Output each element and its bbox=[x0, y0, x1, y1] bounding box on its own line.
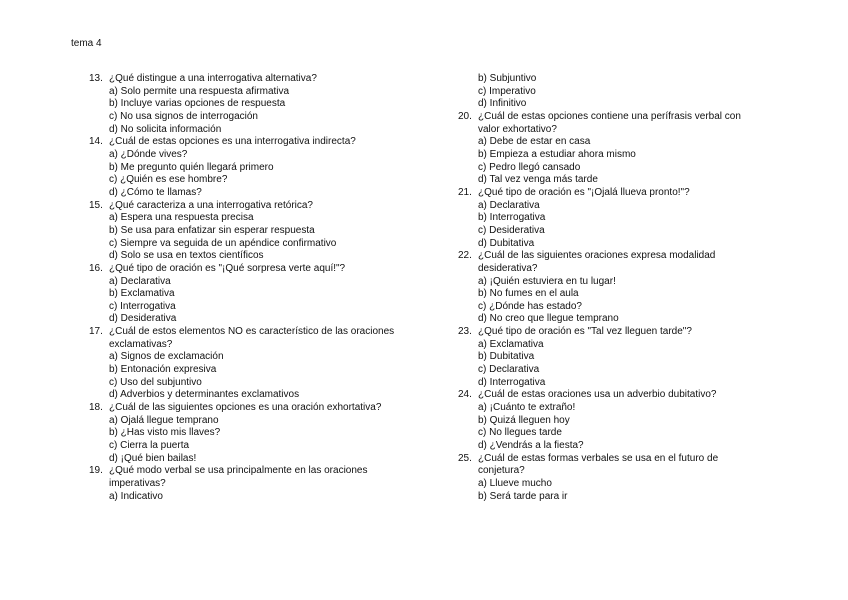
answer-option: d) ¿Vendrás a la fiesta? bbox=[478, 440, 584, 452]
question-item bbox=[89, 73, 409, 86]
left-column bbox=[89, 73, 409, 503]
answer-option: b) Entonación expresiva bbox=[109, 364, 217, 376]
answer-option: d) ¡Qué bien bailas! bbox=[109, 452, 197, 464]
answer-option: b) Empieza a estudiar ahora mismo bbox=[478, 148, 636, 160]
question-number: 19. bbox=[89, 465, 103, 477]
answer-option: d) Tal vez venga más tarde bbox=[478, 174, 598, 186]
answer-option: a) Indicativo bbox=[109, 490, 163, 502]
answer-option: c) ¿Dónde has estado? bbox=[478, 300, 582, 312]
answer-option: d) Dubitativa bbox=[478, 237, 535, 249]
answer-option: a) Solo permite una respuesta afirmativa bbox=[109, 85, 290, 97]
question-item bbox=[89, 465, 409, 490]
question-number: 24. bbox=[458, 389, 472, 401]
question-number: 17. bbox=[89, 326, 103, 338]
question-text: ¿Cuál de estas oraciones usa un adverbio dubitativo? bbox=[478, 389, 717, 401]
answer-option: a) ¡Quién estuviera en tu lugar! bbox=[478, 275, 616, 287]
answer-option: c) No llegues tarde bbox=[478, 427, 562, 439]
answer-option: d) No solicita información bbox=[109, 123, 222, 135]
answer-option: a) Espera una respuesta precisa bbox=[109, 212, 254, 224]
answer-option: d) Infinitivo bbox=[478, 98, 527, 110]
answer-option: c) Desiderativa bbox=[478, 224, 545, 236]
answer-option: a) Llueve mucho bbox=[478, 478, 552, 489]
answer-option: c) Siempre va seguida de un apéndice confirmativo bbox=[109, 237, 337, 249]
question-text: ¿Qué caracteriza a una interrogativa retórica? bbox=[109, 199, 313, 211]
question-text: ¿Cuál de estas opciones contiene una perífrasis verbal con valor exhortativo? bbox=[478, 110, 741, 135]
answer-option: a) Ojalá llegue temprano bbox=[109, 414, 219, 426]
answer-option: b) Subjuntivo bbox=[478, 73, 537, 84]
answer-option: c) ¿Quién es ese hombre? bbox=[109, 174, 228, 186]
question-number: 18. bbox=[89, 402, 103, 414]
question-item bbox=[89, 402, 409, 415]
question-item bbox=[458, 187, 758, 200]
question-text: ¿Cuál de las siguientes opciones es una oración exhortativa? bbox=[109, 402, 382, 414]
question-number: 20. bbox=[458, 110, 472, 122]
answer-option: a) ¡Cuánto te extraño! bbox=[478, 402, 576, 414]
question-item bbox=[458, 250, 758, 275]
question-text: ¿Qué tipo de oración es "¡Qué sorpresa verte aquí!"? bbox=[109, 262, 346, 274]
answer-option: c) Pedro llegó cansado bbox=[478, 161, 581, 173]
answer-option: a) ¿Dónde vives? bbox=[109, 148, 188, 160]
answer-option: b) ¿Has visto mis llaves? bbox=[109, 427, 221, 439]
question-text: ¿Qué distingue a una interrogativa alternativa? bbox=[109, 73, 317, 84]
answer-option: c) Uso del subjuntivo bbox=[109, 376, 202, 388]
answer-option: d) Solo se usa en textos científicos bbox=[109, 250, 264, 262]
question-number: 25. bbox=[458, 452, 472, 464]
answer-option: c) Declarativa bbox=[478, 364, 540, 376]
answer-option: a) Declarativa bbox=[478, 199, 540, 211]
answer-option: c) No usa signos de interrogación bbox=[109, 110, 258, 122]
answer-option: c) Interrogativa bbox=[109, 300, 176, 312]
answer-option: c) Imperativo bbox=[478, 85, 536, 97]
question-number: 14. bbox=[89, 136, 103, 148]
question-text: ¿Qué modo verbal se usa principalmente en las oraciones imperativas? bbox=[109, 465, 368, 489]
question-text: ¿Qué tipo de oración es "Tal vez lleguen tarde"? bbox=[478, 326, 692, 338]
question-item bbox=[89, 326, 409, 351]
question-text: ¿Cuál de estas opciones es una interrogativa indirecta? bbox=[109, 136, 356, 148]
answer-option: b) No fumes en el aula bbox=[478, 288, 579, 300]
answer-option: b) Me pregunto quién llegará primero bbox=[109, 161, 274, 173]
answer-option: b) Se usa para enfatizar sin esperar respuesta bbox=[109, 224, 315, 236]
question-item bbox=[458, 111, 758, 136]
document-title: tema 4 bbox=[71, 38, 102, 49]
question-item bbox=[89, 263, 409, 276]
answer-option: b) Será tarde para ir bbox=[478, 490, 568, 502]
question-text: ¿Cuál de las siguientes oraciones expresa modalidad desiderativa? bbox=[478, 250, 716, 274]
answer-option: d) ¿Cómo te llamas? bbox=[109, 186, 202, 198]
answer-option: a) Declarativa bbox=[109, 275, 171, 287]
answer-option: a) Debe de estar en casa bbox=[478, 136, 591, 148]
answer-option: d) No creo que llegue temprano bbox=[478, 313, 619, 325]
answer-option: c) Cierra la puerta bbox=[109, 440, 190, 452]
answer-option: d) Desiderativa bbox=[109, 313, 177, 325]
question-number: 15. bbox=[89, 199, 103, 211]
question-item bbox=[458, 326, 758, 339]
question-item bbox=[458, 453, 758, 478]
question-text: ¿Cuál de estas formas verbales se usa en el futuro de conjetura? bbox=[478, 452, 719, 477]
answer-option: d) Interrogativa bbox=[478, 376, 546, 388]
answer-option: b) Interrogativa bbox=[478, 212, 546, 224]
right-column bbox=[458, 73, 758, 503]
answer-option: a) Signos de exclamación bbox=[109, 351, 224, 363]
question-item bbox=[89, 136, 409, 149]
question-number: 21. bbox=[458, 186, 472, 198]
answer-option: b) Dubitativa bbox=[478, 351, 535, 363]
question-number: 13. bbox=[89, 73, 103, 84]
answer-option: b) Incluye varias opciones de respuesta bbox=[109, 98, 286, 110]
question-text: ¿Cuál de estos elementos NO es característico de las oraciones exclamativas? bbox=[109, 326, 395, 350]
question-text: ¿Qué tipo de oración es "¡Ojalá llueva pronto!"? bbox=[478, 186, 690, 198]
question-item bbox=[89, 200, 409, 213]
answer-option: b) Quizá lleguen hoy bbox=[478, 414, 570, 426]
question-item bbox=[458, 389, 758, 402]
question-number: 22. bbox=[458, 250, 472, 262]
answer-option: b) Exclamativa bbox=[109, 288, 175, 300]
answer-option: d) Adverbios y determinantes exclamativos bbox=[109, 389, 300, 401]
question-number: 23. bbox=[458, 326, 472, 338]
answer-option: a) Exclamativa bbox=[478, 338, 544, 350]
question-number: 16. bbox=[89, 262, 103, 274]
